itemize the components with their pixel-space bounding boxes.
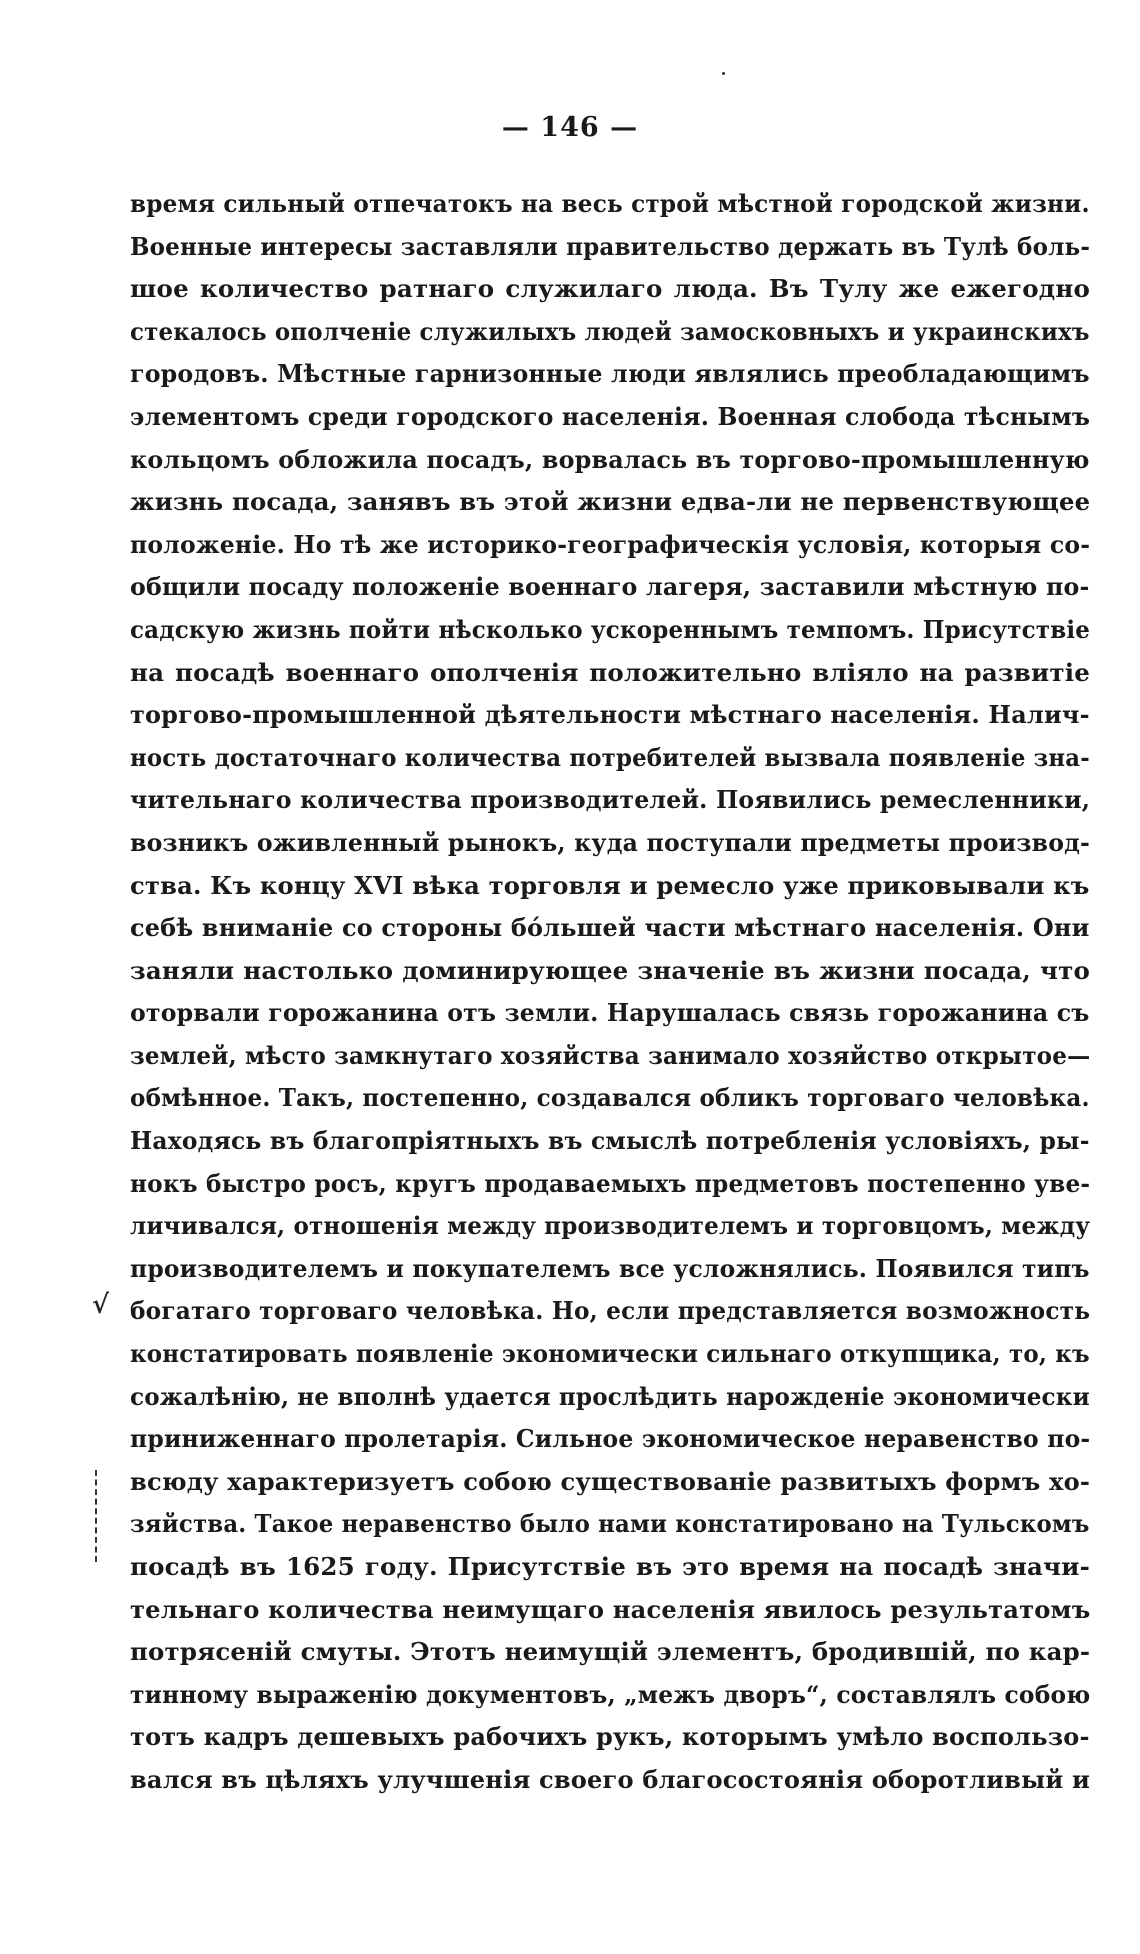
text-line: потрясеній смуты. Этотъ неимущій элементъ, бродившій, по кар-	[130, 1637, 1091, 1667]
text-line: обмѣнное. Такъ, постепенно, создавался обликъ торговаго человѣка.	[130, 1083, 1090, 1113]
body-text	[130, 183, 1090, 1802]
text-line: стекалось ополченіе служилыхъ людей замосковныхъ и украинскихъ	[130, 316, 1090, 346]
ink-speck	[722, 72, 725, 75]
text-line: ства. Къ концу XVI вѣка торговля и ремесло уже приковывали къ	[130, 870, 1090, 900]
text-line: личивался, отношенія между производителемъ и торговцомъ, между	[130, 1211, 1091, 1241]
text-line: констатировать появленіе экономически сильнаго откупщика, то, къ	[130, 1339, 1090, 1369]
text-line: производителемъ и покупателемъ все усложнялись. Появился типъ	[130, 1253, 1090, 1283]
text-line: тинному выраженію документовъ, „межъ дворъ“, составлялъ собою	[130, 1679, 1091, 1709]
text-line: тотъ кадръ дешевыхъ рабочихъ рукъ, которымъ умѣло воспользо-	[130, 1722, 1090, 1752]
text-line: шое количество ратнаго служилаго люда. Въ Тулу же ежегодно	[130, 274, 1090, 304]
text-line: возникъ оживленный рынокъ, куда поступали предметы производ-	[130, 827, 1091, 857]
margin-pencil-line	[95, 1470, 101, 1562]
text-line: приниженнаго пролетарія. Сильное экономическое неравенство по-	[130, 1424, 1091, 1454]
text-line: ность достаточнаго количества потребителей вызвала появленіе зна-	[130, 742, 1090, 772]
text-line: Военные интересы заставляли правительство держать въ Тулѣ боль-	[130, 231, 1091, 261]
text-line: оторвали горожанина отъ земли. Нарушалась связь горожанина съ	[130, 998, 1090, 1028]
text-line: общили посаду положеніе военнаго лагеря, заставили мѣстную по-	[130, 572, 1090, 602]
text-line: богатаго торговаго человѣка. Но, если представляется возможность	[130, 1296, 1091, 1326]
text-line: элементомъ среди городского населенія. Военная слобода тѣснымъ	[130, 401, 1091, 431]
text-line: заняли настолько доминирующее значеніе въ жизни посада, что	[130, 955, 1090, 985]
text-line: чительнаго количества производителей. Появились ремесленники,	[130, 785, 1091, 815]
text-line: тельнаго количества неимущаго населенія явилось результатомъ	[130, 1594, 1091, 1624]
text-line: вался въ цѣляхъ улучшенія своего благосостоянія оборотливый и	[130, 1764, 1091, 1794]
margin-check-mark: √	[92, 1290, 110, 1320]
page-number: — 146 —	[501, 112, 639, 143]
text-line: землей, мѣсто замкнутаго хозяйства занимало хозяйство открытое—	[130, 1040, 1091, 1070]
text-line: всюду характеризуетъ собою существованіе развитыхъ формъ хо-	[130, 1466, 1091, 1496]
text-line: время сильный отпечатокъ на весь строй мѣстной городской жизни.	[130, 189, 1090, 218]
text-line: на посадѣ военнаго ополченія положительно вліяло на развитіе	[130, 657, 1090, 687]
text-line: положеніе. Но тѣ же историко-географическія условія, которыя со-	[130, 529, 1091, 559]
text-line: садскую жизнь пойти нѣсколько ускореннымъ темпомъ. Присутствіе	[130, 614, 1091, 644]
text-line: Находясь въ благопріятныхъ въ смыслѣ потребленія условіяхъ, ры-	[130, 1126, 1090, 1156]
text-line: сожалѣнію, не вполнѣ удается прослѣдить нарожденіе экономически	[130, 1381, 1090, 1411]
text-line: посадѣ въ 1625 году. Присутствіе въ это время на посадѣ значи-	[130, 1552, 1090, 1581]
text-line: торгово-промышленной дѣятельности мѣстнаго населенія. Налич-	[130, 700, 1090, 730]
text-line: кольцомъ обложила посадъ, ворвалась въ торгово-промышленную	[130, 444, 1090, 474]
text-line: городовъ. Мѣстные гарнизонные люди являлись преобладающимъ	[130, 359, 1090, 389]
text-line: себѣ вниманіе со стороны бóльшей части мѣстнаго населенія. Они	[130, 913, 1090, 943]
text-line: жизнь посада, занявъ въ этой жизни едва-ли не первенствующее	[130, 487, 1091, 517]
text-line: нокъ быстро росъ, кругъ продаваемыхъ предметовъ постепенно уве-	[130, 1168, 1091, 1198]
text-line: зяйства. Такое неравенство было нами констатировано на Тульскомъ	[130, 1509, 1090, 1539]
